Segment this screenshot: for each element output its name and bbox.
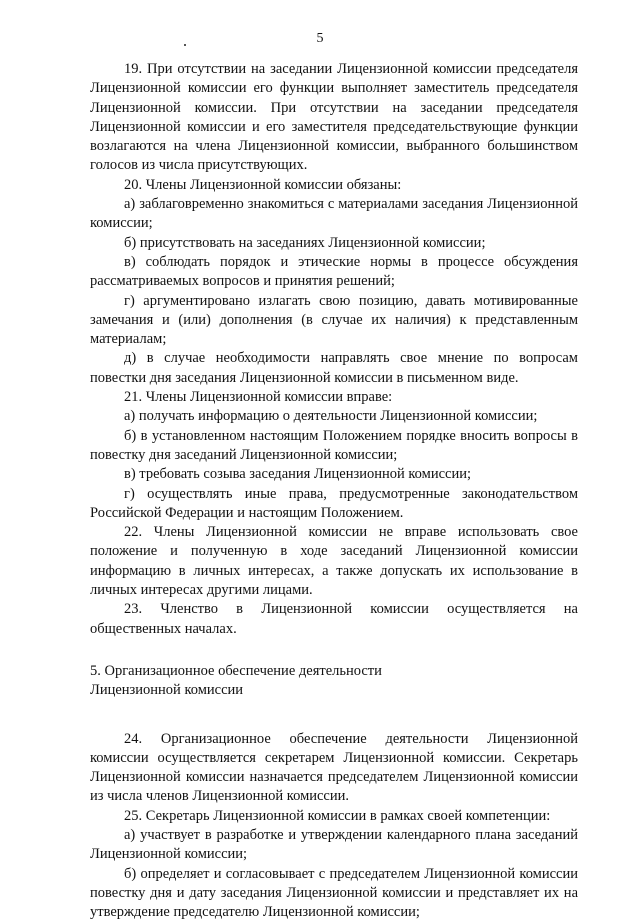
paragraph-20-v: в) соблюдать порядок и этические нормы в процессе обсуждения рассматриваемых вопросов и принятия решений; bbox=[90, 253, 578, 290]
paragraph-20-g: г) аргументировано излагать свою позицию, давать мотивированные замечания и (или) дополнения (в случае их наличия) к представленным материалам; bbox=[90, 292, 578, 348]
paragraph-21-a: а) получать информацию о деятельности Лицензионной комиссии; bbox=[124, 408, 538, 425]
scan-speck bbox=[184, 44, 186, 46]
page-number: 5 bbox=[316, 31, 324, 46]
paragraph-21-b: б) в установленном настоящим Положением порядке вносить вопросы в повестку дня заседаний Лицензионной комиссии; bbox=[90, 427, 578, 463]
paragraph-25-a: а) участвует в разработке и утверждении календарного плана заседаний Лицензионной комиссии; bbox=[90, 826, 578, 863]
paragraph-20-d: д) в случае необходимости направлять свое мнение по вопросам повестки дня заседания Лицензионной комиссии в письменном виде. bbox=[90, 350, 578, 386]
paragraph-21-v: в) требовать созыва заседания Лицензионной комиссии; bbox=[124, 466, 472, 483]
section-heading bbox=[90, 662, 578, 701]
paragraph-23: 23. Членство в Лицензионной комиссии осуществляется на общественных началах. bbox=[90, 601, 578, 637]
section-heading-line-2: Лицензионной комиссии bbox=[90, 682, 244, 699]
section-heading-line-1: 5. Организационное обеспечение деятельности bbox=[90, 662, 382, 679]
paragraph-20: 20. Члены Лицензионной комиссии обязаны: bbox=[124, 176, 402, 193]
paragraph-25-b: б) определяет и согласовывает с председателем Лицензионной комиссии повестку дня и дату заседания Лицензионной комиссии и представляет их на утверждение председателю Лицензионной комиссии; bbox=[90, 865, 578, 921]
paragraph-19: 19. При отсутствии на заседании Лицензионной комиссии председателя Лицензионной комиссии его функции выполняет заместитель председателя Лицензионной комиссии. При отсутствии на заседании председателя Лицензионной комиссии и его заместителя председательствующие функции возлагаются на члена Лицензионной комиссии, выбранного большинством голосов из числа присутствующих. bbox=[90, 61, 578, 174]
document-body bbox=[90, 60, 578, 922]
paragraph-25: 25. Секретарь Лицензионной комиссии в рамках своей компетенции: bbox=[124, 807, 551, 824]
paragraph-24: 24. Организационное обеспечение деятельности Лицензионной комиссии осуществляется секретарем Лицензионной комиссии. Секретарь Лицензионной комиссии назначается председателем Лицензионной комиссии из числа членов Лицензионной комиссии. bbox=[90, 730, 578, 805]
paragraph-21-g: г) осуществлять иные права, предусмотренные законодательством Российской Федерации и настоящим Положением. bbox=[90, 485, 578, 521]
paragraph-20-b: б) присутствовать на заседаниях Лицензионной комиссии; bbox=[124, 234, 486, 251]
paragraph-21: 21. Члены Лицензионной комиссии вправе: bbox=[124, 389, 393, 406]
paragraph-20-a: а) заблаговременно знакомиться с материалами заседания Лицензионной комиссии; bbox=[90, 196, 578, 232]
paragraph-22: 22. Члены Лицензионной комиссии не вправе использовать свое положение и полученную в ходе заседаний Лицензионной комиссии информацию в личных интересах, а также допускать их использование в личных интересах другими лицами. bbox=[90, 524, 578, 599]
